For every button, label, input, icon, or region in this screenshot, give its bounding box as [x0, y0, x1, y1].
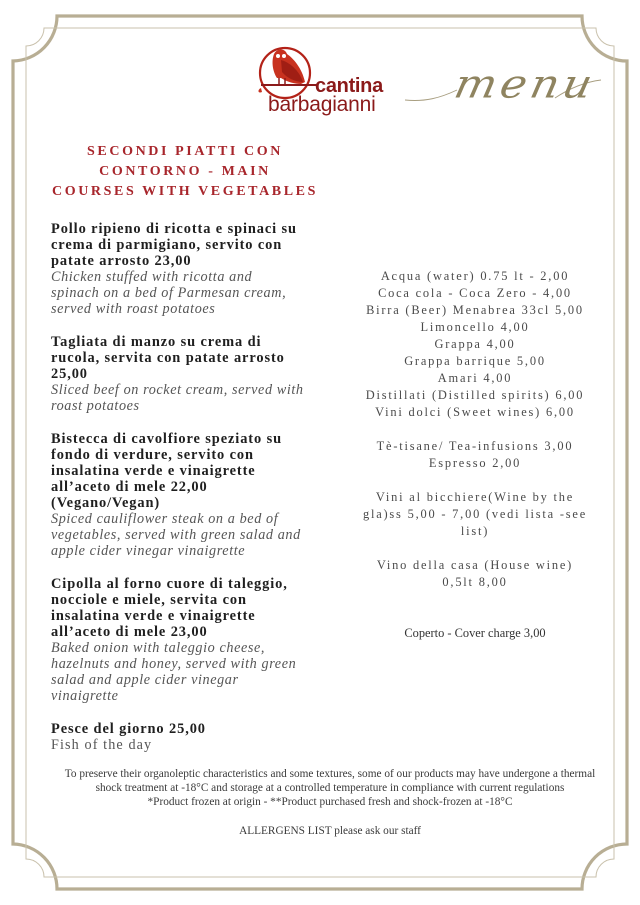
spacer	[345, 421, 605, 438]
brand-name-cantina: cantina	[315, 75, 383, 97]
dish-line: Pollo ripieno di ricotta e spinaci su	[51, 221, 297, 237]
dish-list	[51, 221, 326, 770]
drink-item: Birra (Beer) Menabrea 33cl 5,00	[366, 303, 584, 317]
dish-line: crema di parmigiano, servito con	[51, 237, 283, 253]
dish-line: nocciole e miele, servita con	[51, 592, 247, 608]
dish-item	[51, 576, 326, 704]
drinks-list	[345, 268, 605, 642]
notice-line: *Product frozen at origin - **Product purchased fresh and shock-frozen at -18°C	[147, 796, 513, 808]
dish-line: Bistecca di cavolfiore speziato su	[51, 431, 282, 447]
dish-line: Spiced cauliflower steak on a bed of	[51, 511, 279, 527]
dish-item	[51, 221, 326, 317]
dish-line: Chicken stuffed with ricotta and	[51, 269, 253, 285]
drink-item: Acqua (water) 0.75 lt - 2,00	[380, 269, 570, 283]
drink-item: Vini dolci (Sweet wines) 6,00	[375, 405, 575, 419]
dish-name-english	[51, 511, 326, 559]
drink-item: Limoncello 4,00	[420, 320, 530, 334]
dish-name-english	[51, 640, 326, 704]
dish-item	[51, 721, 326, 753]
brand-logo	[255, 42, 405, 120]
brand-name-barbagianni: barbagianni	[268, 93, 376, 116]
menu-script-title	[405, 58, 605, 118]
drink-item: list)	[460, 524, 490, 538]
dish-line: salad and apple cider vinegar	[51, 672, 239, 688]
drink-item: Tè-tisane/ Tea-infusions 3,00	[376, 439, 574, 453]
footer-notice	[40, 767, 620, 838]
dish-line: 25,00	[51, 366, 88, 382]
section-title-line: COURSES WITH VEGETABLES	[52, 184, 318, 199]
dish-name-italian	[51, 221, 326, 269]
drink-item: Vini al bicchiere(Wine by the	[375, 490, 575, 504]
dish-name-english	[51, 382, 326, 414]
dish-line: apple cider vinegar vinaigrette	[51, 543, 246, 559]
notice-line: shock treatment at -18°C and storage at a controlled temperature in compliance with current regulations	[95, 782, 565, 794]
dish-line: served with roast potatoes	[51, 301, 216, 317]
dish-line: insalatina verde e vinaigrette	[51, 463, 256, 479]
dish-name-italian	[51, 721, 326, 737]
dish-line: vinaigrette	[51, 688, 119, 704]
dish-line: hazelnuts and honey, served with green	[51, 656, 297, 672]
spacer	[345, 540, 605, 557]
dish-name-english	[51, 269, 326, 317]
dish-line: patate arrosto 23,00	[51, 253, 192, 269]
section-title-line: SECONDI PIATTI CON	[87, 144, 283, 159]
drink-item: Distillati (Distilled spirits) 6,00	[365, 388, 585, 402]
drink-item: Grappa 4,00	[434, 337, 516, 351]
drink-item: Grappa barrique 5,00	[404, 354, 546, 368]
drink-item: gla)ss 5,00 - 7,00 (vedi lista -see	[362, 507, 588, 521]
dish-name-italian	[51, 431, 326, 511]
dish-item	[51, 334, 326, 414]
dish-line: Pesce del giorno 25,00	[51, 721, 206, 737]
dish-line: (Vegano/Vegan)	[51, 495, 161, 511]
dish-line: roast potatoes	[51, 398, 140, 414]
section-title	[40, 142, 330, 202]
dish-item	[51, 431, 326, 559]
section-title-line: CONTORNO - MAIN	[99, 164, 271, 179]
spacer	[345, 472, 605, 489]
dish-line: fondo di verdure, servito con	[51, 447, 254, 463]
drink-item: Coca cola - Coca Zero - 4,00	[378, 286, 572, 300]
dish-line: all’aceto di mele 23,00	[51, 624, 208, 640]
drink-item: Vino della casa (House wine)	[376, 558, 574, 572]
cover-charge: Coperto - Cover charge 3,00	[404, 626, 546, 640]
dish-line: Cipolla al forno cuore di taleggio,	[51, 576, 288, 592]
dish-line: spinach on a bed of Parmesan cream,	[51, 285, 287, 301]
menu-word: menu	[450, 61, 601, 108]
notice-line: To preserve their organoleptic characteristics and some textures, some of our products may have undergone a thermal	[64, 768, 596, 780]
dish-line: all’aceto di mele 22,00	[51, 479, 208, 495]
drink-item: 0,5lt 8,00	[442, 575, 508, 589]
dish-line: rucola, servita con patate arrosto	[51, 350, 285, 366]
spacer	[345, 591, 605, 625]
dish-line: vegetables, served with green salad and	[51, 527, 301, 543]
dish-line: insalatina verde e vinaigrette	[51, 608, 256, 624]
dish-name-english	[51, 737, 326, 753]
allergens-note: ALLERGENS LIST please ask our staff	[239, 825, 421, 837]
dish-name-italian	[51, 334, 326, 382]
dish-line: Baked onion with taleggio cheese,	[51, 640, 266, 656]
drink-item: Espresso 2,00	[428, 456, 522, 470]
dish-name-italian	[51, 576, 326, 640]
dish-line: Fish of the day	[51, 737, 153, 753]
drink-item: Amari 4,00	[437, 371, 513, 385]
dish-line: Sliced beef on rocket cream, served with	[51, 382, 304, 398]
dish-line: Tagliata di manzo su crema di	[51, 334, 262, 350]
